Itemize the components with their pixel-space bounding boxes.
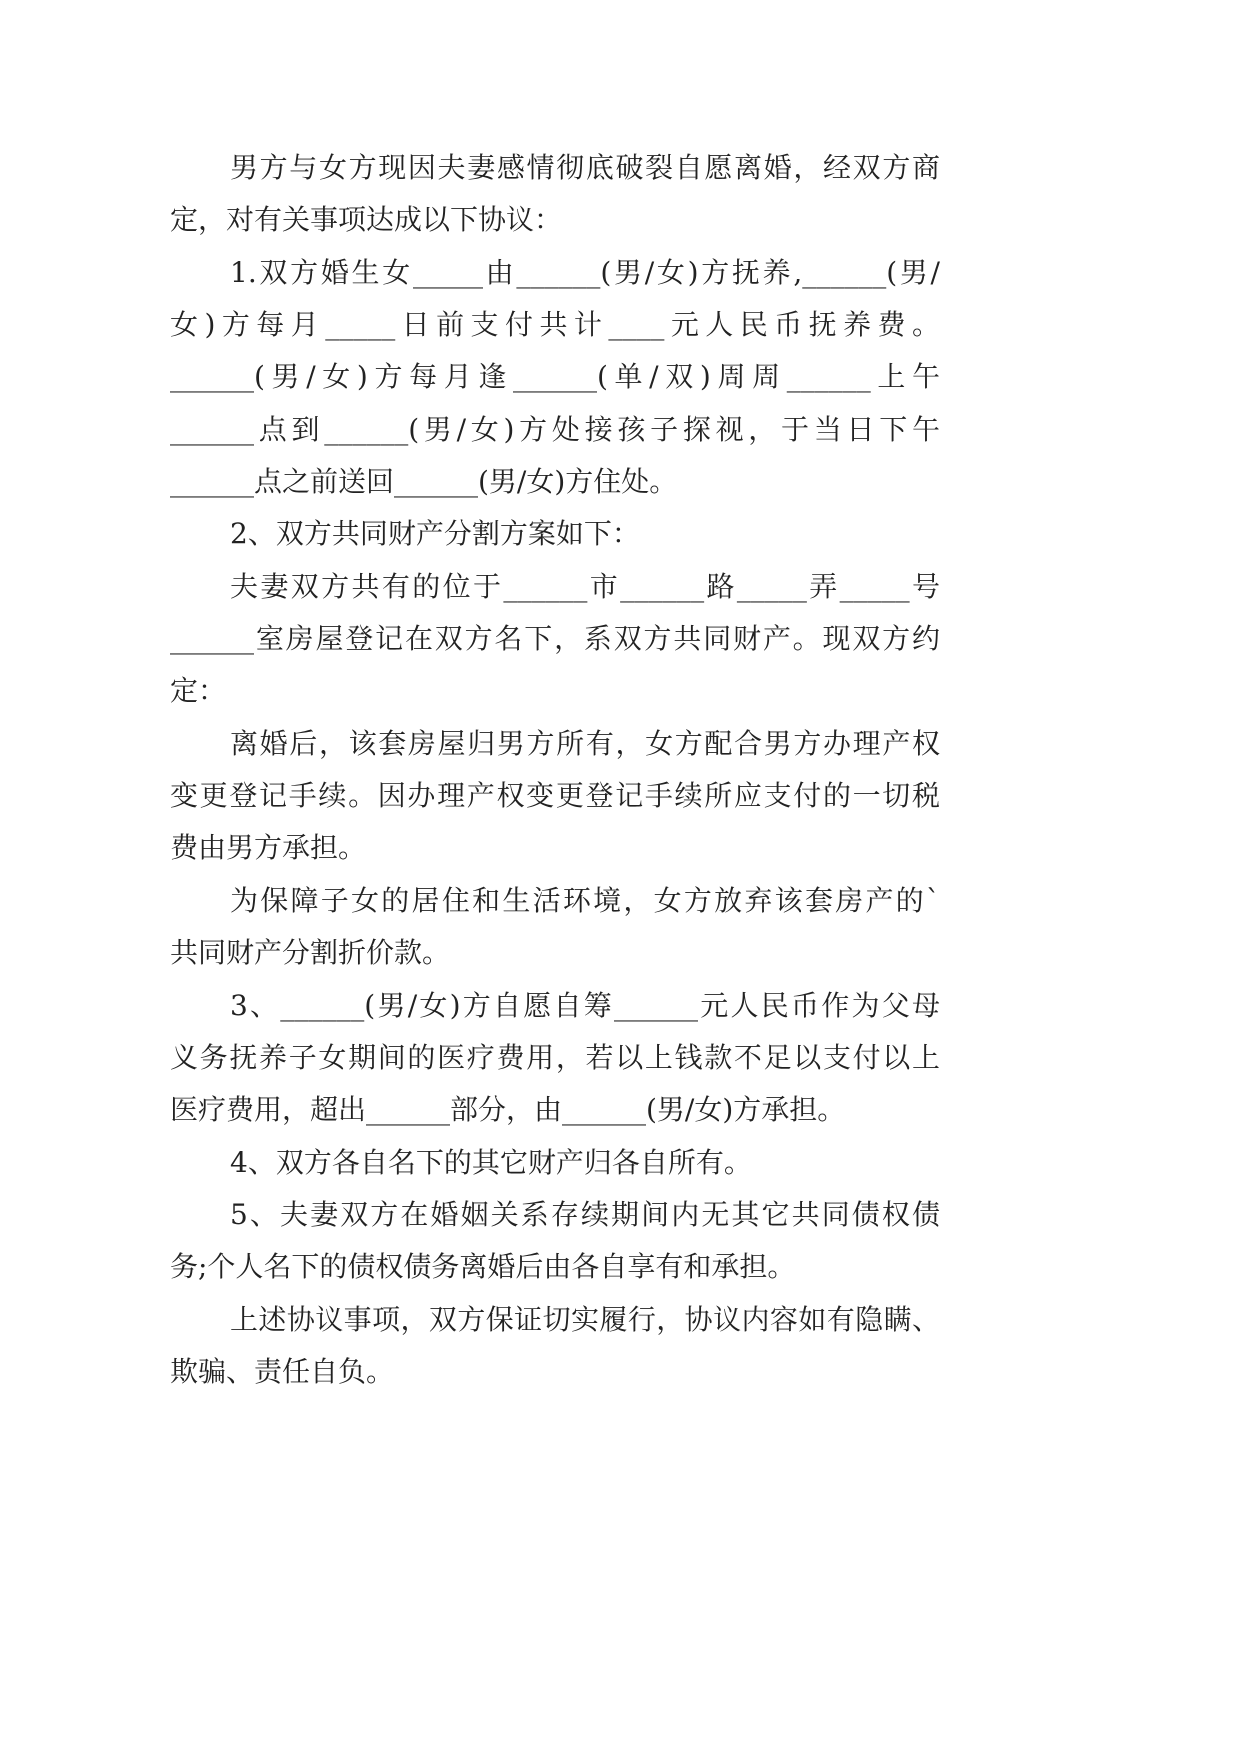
paragraph-house-ownership	[170, 718, 940, 875]
text-line: 4、双方各自名下的其它财产归各自所有。	[230, 1145, 752, 1179]
paragraph-closing	[170, 1294, 940, 1399]
text-line: ______室房屋登记在双方名下，系双方共同财产。现双方约	[170, 622, 940, 656]
text-line: 2、双方共同财产分割方案如下：	[230, 517, 640, 551]
agreement-body	[170, 142, 940, 1398]
text-line: 3、______(男/女)方自愿自筹______元人民币作为父母	[230, 988, 940, 1022]
text-line: 医疗费用，超出______部分，由______(男/女)方承担。	[170, 1093, 846, 1127]
text-line: 男方与女方现因夫妻感情彻底破裂自愿离婚，经双方商	[230, 151, 940, 184]
paragraph-intro	[170, 142, 940, 247]
text-line: 上述协议事项，双方保证切实履行，协议内容如有隐瞒、	[230, 1302, 940, 1336]
text-line: 为保障子女的居住和生活环境，女方放弃该套房产的`	[230, 883, 940, 917]
paragraph-clause-3	[170, 980, 940, 1137]
text-line: 女)方每月_____日前支付共计____元人民币抚养费。	[170, 308, 940, 342]
text-line: ______点到______(男/女)方处接孩子探视，于当日下午	[170, 412, 940, 446]
text-line: 务;个人名下的债权债务离婚后由各自享有和承担。	[170, 1250, 796, 1284]
paragraph-clause-2	[170, 508, 940, 560]
text-line: 定：	[170, 674, 227, 708]
text-line: ______点之前送回______(男/女)方住处。	[170, 465, 678, 499]
text-line: 共同财产分割折价款。	[170, 936, 451, 970]
paragraph-clause-1	[170, 247, 940, 509]
text-line: 1.双方婚生女_____由______(男/女)方抚养,______(男/	[230, 255, 940, 289]
text-line: 离婚后，该套房屋归男方所有，女方配合男方办理产权	[230, 726, 940, 760]
text-line: 变更登记手续。因办理产权变更登记手续所应支付的一切税	[170, 779, 940, 813]
paragraph-clause-4	[170, 1137, 940, 1189]
text-line: 5、夫妻双方在婚姻关系存续期间内无其它共同债权债	[230, 1197, 940, 1231]
paragraph-property	[170, 561, 940, 718]
paragraph-clause-5	[170, 1189, 940, 1294]
paragraph-waiver	[170, 875, 940, 980]
text-line: 欺骗、责任自负。	[170, 1354, 395, 1388]
text-line: 夫妻双方共有的位于______市______路_____弄_____号	[230, 569, 940, 603]
text-line: 费由男方承担。	[170, 831, 367, 865]
text-line: ______(男/女)方每月逢______(单/双)周周______上午	[170, 360, 940, 394]
text-line: 定，对有关事项达成以下协议：	[170, 203, 563, 237]
text-line: 义务抚养子女期间的医疗费用，若以上钱款不足以支付以上	[170, 1040, 940, 1074]
